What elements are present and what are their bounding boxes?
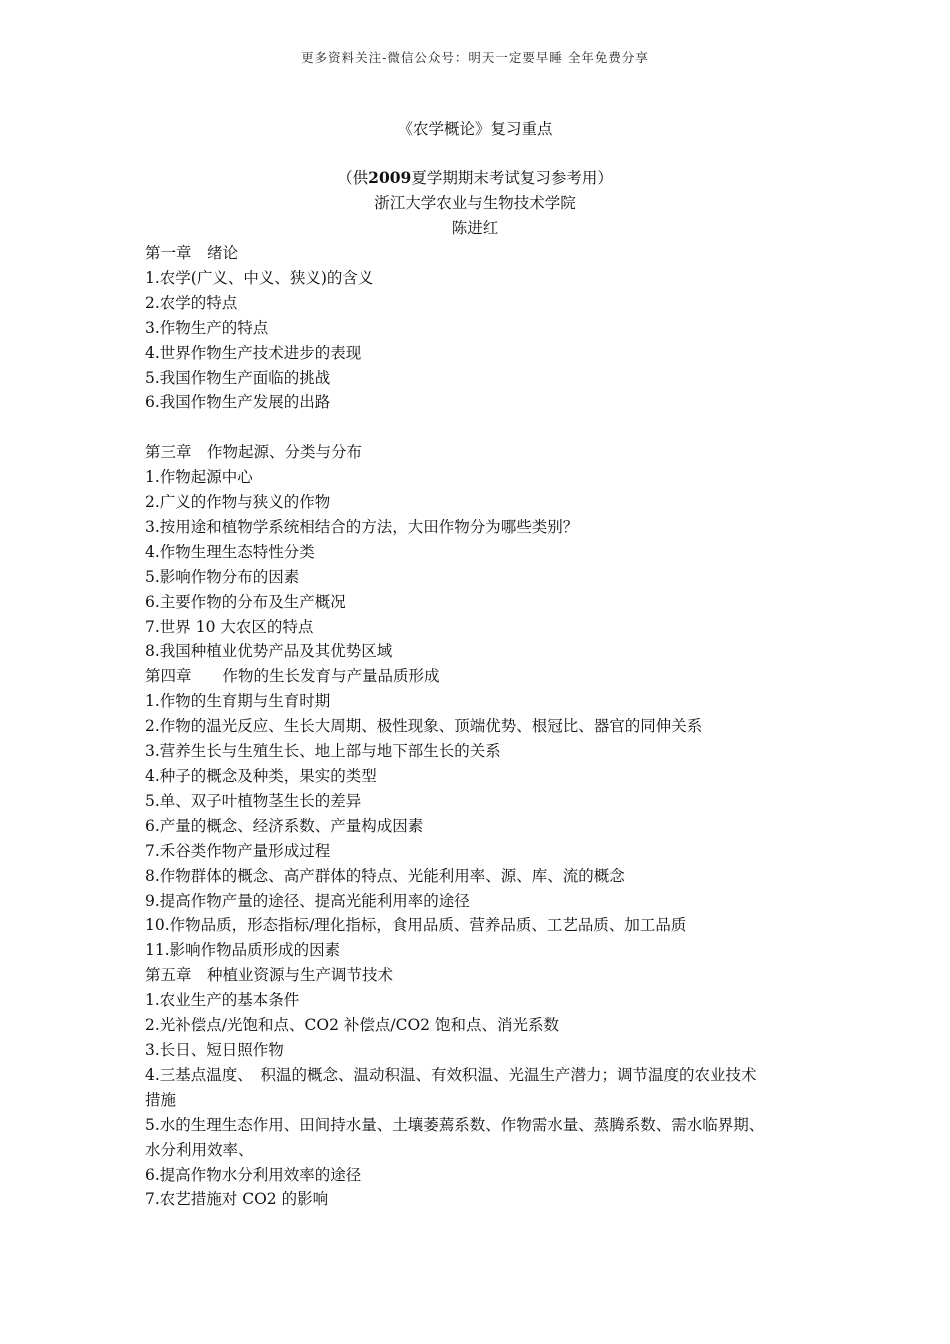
outline-item: 3.作物生产的特点	[145, 318, 269, 337]
outline-item: 水分利用效率、	[145, 1140, 254, 1159]
outline-item: 10.作物品质，形态指标/理化指标，食用品质、营养品质、工艺品质、加工品质	[145, 916, 687, 935]
institution: 浙江大学农业与生物技术学院	[374, 194, 576, 212]
outline-item: 11.影响作物品质形成的因素	[145, 941, 341, 960]
chapter-4	[145, 664, 815, 963]
outline-item: 5.我国作物生产面临的挑战	[145, 368, 331, 387]
header-note: 更多资料关注-微信公众号：明天一定要早睡 全年免费分享	[301, 50, 649, 65]
chapter-heading: 第三章 作物起源、分类与分布	[145, 443, 363, 462]
outline-item: 5.影响作物分布的因素	[145, 567, 300, 586]
chapter-3	[145, 440, 815, 664]
document-subtitle	[0, 166, 950, 188]
outline-item: 7.世界 10 大农区的特点	[145, 617, 314, 636]
outline-item: 4.三基点温度、 积温的概念、温动积温、有效积温、光温生产潜力；调节温度的农业技术	[145, 1065, 757, 1084]
outline-item: 6.提高作物水分利用效率的途径	[145, 1165, 362, 1184]
outline-item: 2.光补偿点/光饱和点、CO2 补偿点/CO2 饱和点、消光系数	[145, 1016, 559, 1035]
outline-item: 5.单、双子叶植物茎生长的差异	[145, 791, 362, 810]
outline-item: 2.农学的特点	[145, 293, 238, 312]
outline-item: 2.作物的温光反应、生长大周期、极性现象、顶端优势、根冠比、器官的同伸关系	[145, 717, 703, 736]
document-title: 《农学概论》复习重点	[397, 120, 553, 138]
chapter-heading: 第五章 种植业资源与生产调节技术	[145, 966, 394, 985]
author: 陈进红	[451, 219, 499, 237]
outline-item: 2.广义的作物与狭义的作物	[145, 493, 331, 512]
outline-item: 7.禾谷类作物产量形成过程	[145, 841, 331, 860]
outline-item: 4.世界作物生产技术进步的表现	[145, 343, 362, 362]
subtitle-suffix: 夏学期期末考试复习参考用）	[411, 169, 613, 187]
outline-item: 9.提高作物产量的途径、提高光能利用率的途径	[145, 891, 470, 910]
chapter-heading: 第一章 绪论	[145, 244, 239, 262]
outline-item: 1.农学(广义、中义、狭义)的含义	[145, 268, 374, 287]
outline-item: 1.农业生产的基本条件	[145, 991, 300, 1010]
outline-item: 措施	[145, 1090, 177, 1109]
outline-item: 1.作物的生育期与生育时期	[145, 692, 331, 711]
outline-item: 7.农艺措施对 CO2 的影响	[145, 1190, 329, 1209]
outline-item: 1.作物起源中心	[145, 468, 253, 487]
outline-item: 4.种子的概念及种类，果实的类型	[145, 767, 377, 786]
outline-item: 6.我国作物生产发展的出路	[145, 393, 331, 412]
outline-item: 3.营养生长与生殖生长、地上部与地下部生长的关系	[145, 742, 501, 761]
outline-item: 8.我国种植业优势产品及其优势区域	[145, 642, 393, 661]
subtitle-year: 2009	[368, 168, 412, 187]
outline-item: 5.水的生理生态作用、田间持水量、土壤萎蔫系数、作物需水量、蒸腾系数、需水临界期、	[145, 1115, 765, 1134]
chapter-1	[145, 241, 815, 415]
subtitle-prefix: （供	[337, 169, 369, 187]
outline-item: 4.作物生理生态特性分类	[145, 542, 315, 561]
outline-item: 6.产量的概念、经济系数、产量构成因素	[145, 816, 424, 835]
chapter-5	[145, 963, 815, 1212]
outline-item: 3.按用途和植物学系统相结合的方法，大田作物分为哪些类别？	[145, 517, 579, 536]
outline-item: 3.长日、短日照作物	[145, 1040, 284, 1059]
chapter-heading: 第四章 作物的生长发育与产量品质形成	[145, 667, 440, 686]
outline-content	[145, 241, 815, 1212]
outline-item: 6.主要作物的分布及生产概况	[145, 592, 346, 611]
outline-item: 8.作物群体的概念、高产群体的特点、光能利用率、源、库、流的概念	[145, 866, 625, 885]
blank-line	[145, 415, 815, 440]
